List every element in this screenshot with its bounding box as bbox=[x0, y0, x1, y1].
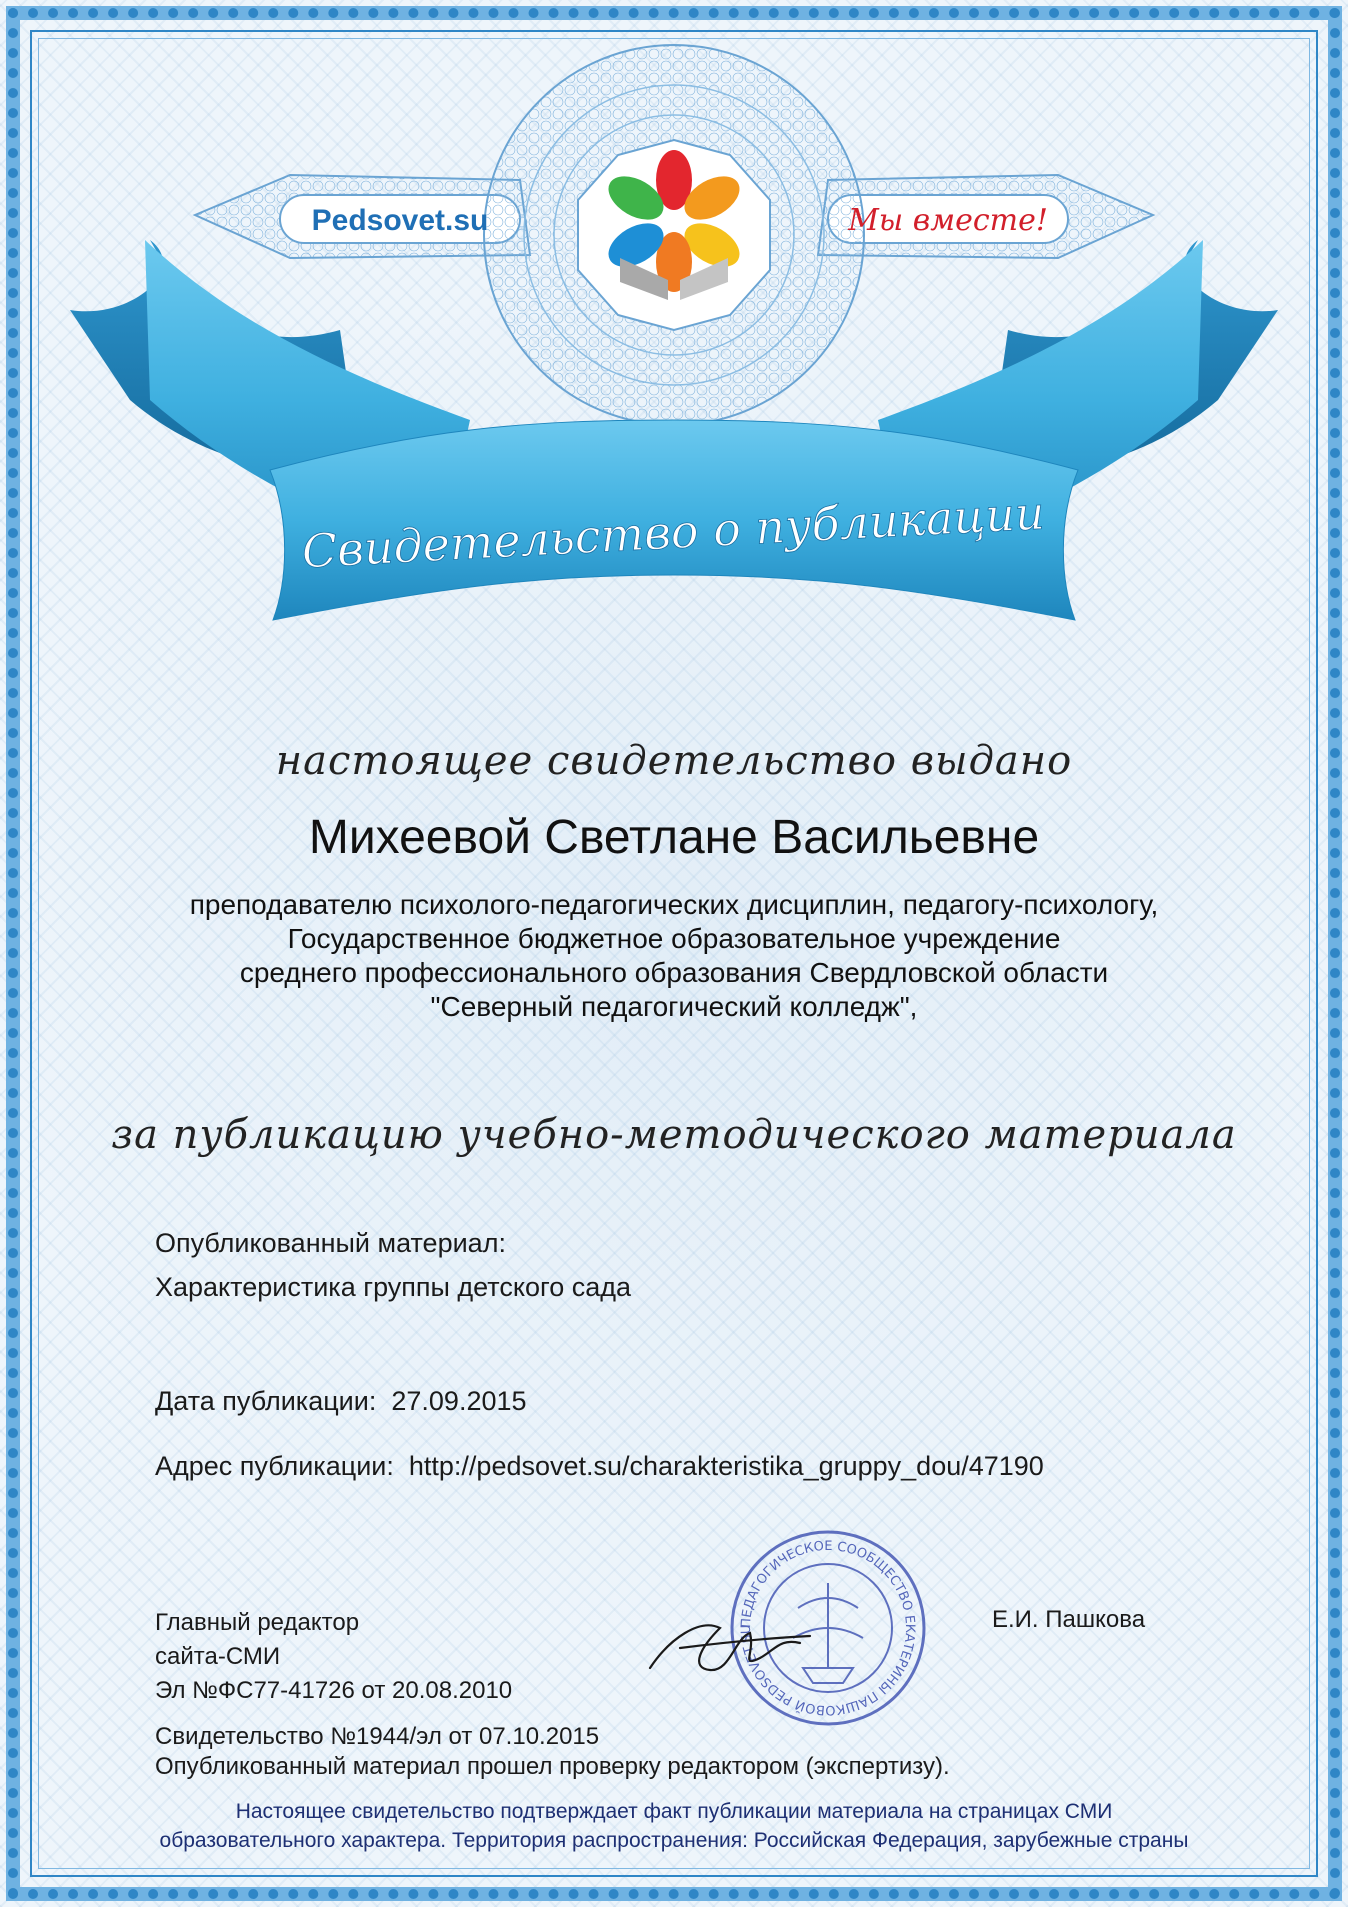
stamp-text: ПЕДАГОГИЧЕСКОЕ СООБЩЕСТВО ЕКАТЕРИНЫ ПАШКОВОЙ PEDSOVET.SU bbox=[738, 1538, 918, 1718]
editor-line: сайта-СМИ bbox=[155, 1643, 281, 1670]
editor-name: Е.И. Пашкова bbox=[992, 1606, 1146, 1633]
header-emblem bbox=[0, 0, 1348, 700]
certificate-info bbox=[155, 1722, 950, 1782]
signature bbox=[640, 1598, 820, 1688]
recipient-position bbox=[0, 888, 1348, 1024]
publication-date bbox=[155, 1386, 527, 1417]
position-line: Государственное бюджетное образовательное учреждение bbox=[287, 923, 1061, 954]
footer-note bbox=[0, 1797, 1348, 1855]
site-logo: Pedsovet.su bbox=[311, 204, 489, 237]
issued-to-caption: настоящее свидетельство выдано bbox=[275, 738, 1073, 784]
position-line: "Северный педагогический колледж", bbox=[430, 991, 918, 1022]
ribbon-title: Свидетельство о публикации bbox=[300, 485, 1046, 579]
editor-line: Главный редактор bbox=[155, 1609, 360, 1636]
position-line: преподавателю психолого-педагогических дисциплин, педагогу-психологу, bbox=[189, 889, 1159, 920]
recipient-name: Михеевой Светлане Васильевне bbox=[308, 811, 1040, 864]
slogan: Мы вместе! bbox=[848, 203, 1048, 238]
address-label: Адрес публикации: bbox=[155, 1451, 394, 1481]
footer-line: образовательного характера. Территория распространения: Российская Федерация, зарубежные страны bbox=[159, 1829, 1189, 1852]
footer-line: Настоящее свидетельство подтверждает факт публикации материала на страницах СМИ bbox=[235, 1800, 1113, 1823]
certificate-number: Свидетельство №1944/эл от 07.10.2015 bbox=[155, 1723, 600, 1750]
date-value: 27.09.2015 bbox=[391, 1386, 527, 1416]
position-line: среднего профессионального образования Свердловской области bbox=[239, 957, 1109, 988]
date-label: Дата публикации: bbox=[155, 1386, 377, 1416]
editor-block bbox=[155, 1606, 512, 1708]
publication-address bbox=[155, 1451, 1044, 1482]
material-label: Опубликованный материал: bbox=[155, 1228, 506, 1258]
review-note: Опубликованный материал прошел проверку редактором (экспертизу). bbox=[155, 1753, 950, 1780]
material-title: Характеристика группы детского сада bbox=[155, 1272, 632, 1302]
reason-caption: за публикацию учебно-методического материала bbox=[111, 1112, 1237, 1158]
address-value: http://pedsovet.su/charakteristika_gruppy_dou/47190 bbox=[408, 1451, 1044, 1481]
editor-line: Эл №ФС77-41726 от 20.08.2010 bbox=[155, 1677, 513, 1704]
